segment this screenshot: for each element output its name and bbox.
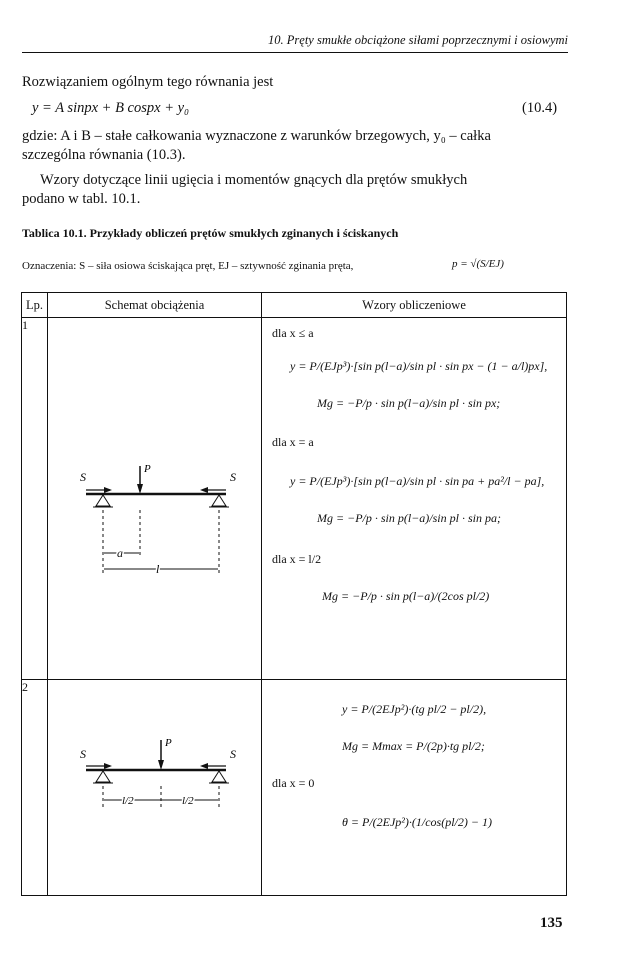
header-formulas: Wzory obliczeniowe <box>262 293 567 318</box>
formulas-cell <box>262 680 567 896</box>
header-lp: Lp. <box>22 293 48 318</box>
label-l-half-left: l/2 <box>122 795 134 807</box>
label-l-half-right: l/2 <box>182 795 194 807</box>
schema-cell <box>48 680 262 896</box>
header-schema: Schemat obciążenia <box>48 293 262 318</box>
table-title: Tablica 10.1. Przykłady obliczeń prętów smukłych zginanych i ściskanych <box>22 226 399 240</box>
formula-y1: y = P/(EJp³)·[sin p(l−a)/sin pl · sin px − (1 − a/l)px], <box>290 359 548 373</box>
table-header-row <box>22 293 567 318</box>
label-a: a <box>117 546 123 560</box>
force-s-left-arrowhead <box>104 763 112 769</box>
cond-1: dla x ≤ a <box>272 326 314 340</box>
where-line-2: szczególna równania (10.3). <box>22 147 186 163</box>
formula-y: y = P/(2EJp²)·(tg pl/2 − pl/2), <box>342 702 487 716</box>
pin-support-left <box>96 495 110 506</box>
notation: Oznaczenia: S – siła osiowa ściskająca pręt, EJ – sztywność zginania pręta, <box>22 260 354 272</box>
force-p-arrowhead <box>137 484 143 494</box>
equation-10-4: y = A sinpx + B cospx + y₀ <box>32 100 190 116</box>
label-l: l <box>156 562 160 576</box>
intro-line: Rozwiązaniem ogólnym tego równania jest <box>22 74 274 90</box>
paragraph-line-1: Wzory dotyczące linii ugięcia i momentów gnących dla prętów smukłych <box>40 172 468 188</box>
row-number: 2 <box>22 680 48 896</box>
cond: dla x = 0 <box>272 776 315 790</box>
schema-cell <box>48 318 262 680</box>
notation-formula: p = √(S/EJ) <box>452 258 504 270</box>
formula-y2: y = P/(EJp³)·[sin p(l−a)/sin pl · sin pa + pa²/l − pa], <box>290 474 545 488</box>
cond-2: dla x = a <box>272 435 314 449</box>
where-line-1: gdzie: A i B – stałe całkowania wyznaczone z warunków brzegowych, y₀ – całka <box>22 128 491 144</box>
force-p-arrowhead <box>158 760 164 770</box>
formula-m1: Mg = −P/p · sin p(l−a)/sin pl · sin px; <box>317 396 501 410</box>
paragraph-line-2: podano w tabl. 10.1. <box>22 191 141 207</box>
equation-number: (10.4) <box>522 100 558 116</box>
table-row <box>22 680 567 896</box>
force-s-left-arrowhead <box>104 487 112 493</box>
beam-diagram-2 <box>48 680 261 890</box>
cond-3: dla x = l/2 <box>272 552 322 566</box>
label-s-left: S <box>80 470 86 484</box>
running-header: 10. Pręty smukłe obciążone siłami poprzecznymi i osiowymi <box>22 33 568 53</box>
formulas-cell <box>262 318 567 680</box>
beam-diagram-1 <box>48 318 261 674</box>
formula-m2: Mg = −P/p · sin p(l−a)/sin pl · sin pa; <box>317 511 501 525</box>
label-p: P <box>165 737 172 749</box>
formula-m3: Mg = −P/p · sin p(l−a)/(2cos pl/2) <box>322 589 490 603</box>
force-s-right-arrowhead <box>200 763 208 769</box>
label-p: P <box>144 463 151 475</box>
page-number: 135 <box>540 915 563 931</box>
formula-m: Mg = Mmax = P/(2p)·tg pl/2; <box>342 739 485 753</box>
force-s-right-arrowhead <box>200 487 208 493</box>
formula-theta: θ = P/(2EJp²)·(1/cos(pl/2) − 1) <box>342 815 492 829</box>
table-row <box>22 318 567 680</box>
formula-table <box>21 292 567 896</box>
label-s-left: S <box>80 747 86 761</box>
pin-support-right <box>212 495 226 506</box>
label-s-right: S <box>230 470 236 484</box>
pin-support-right <box>212 771 226 782</box>
label-s-right: S <box>230 747 236 761</box>
pin-support-left <box>96 771 110 782</box>
row-number: 1 <box>22 318 48 680</box>
